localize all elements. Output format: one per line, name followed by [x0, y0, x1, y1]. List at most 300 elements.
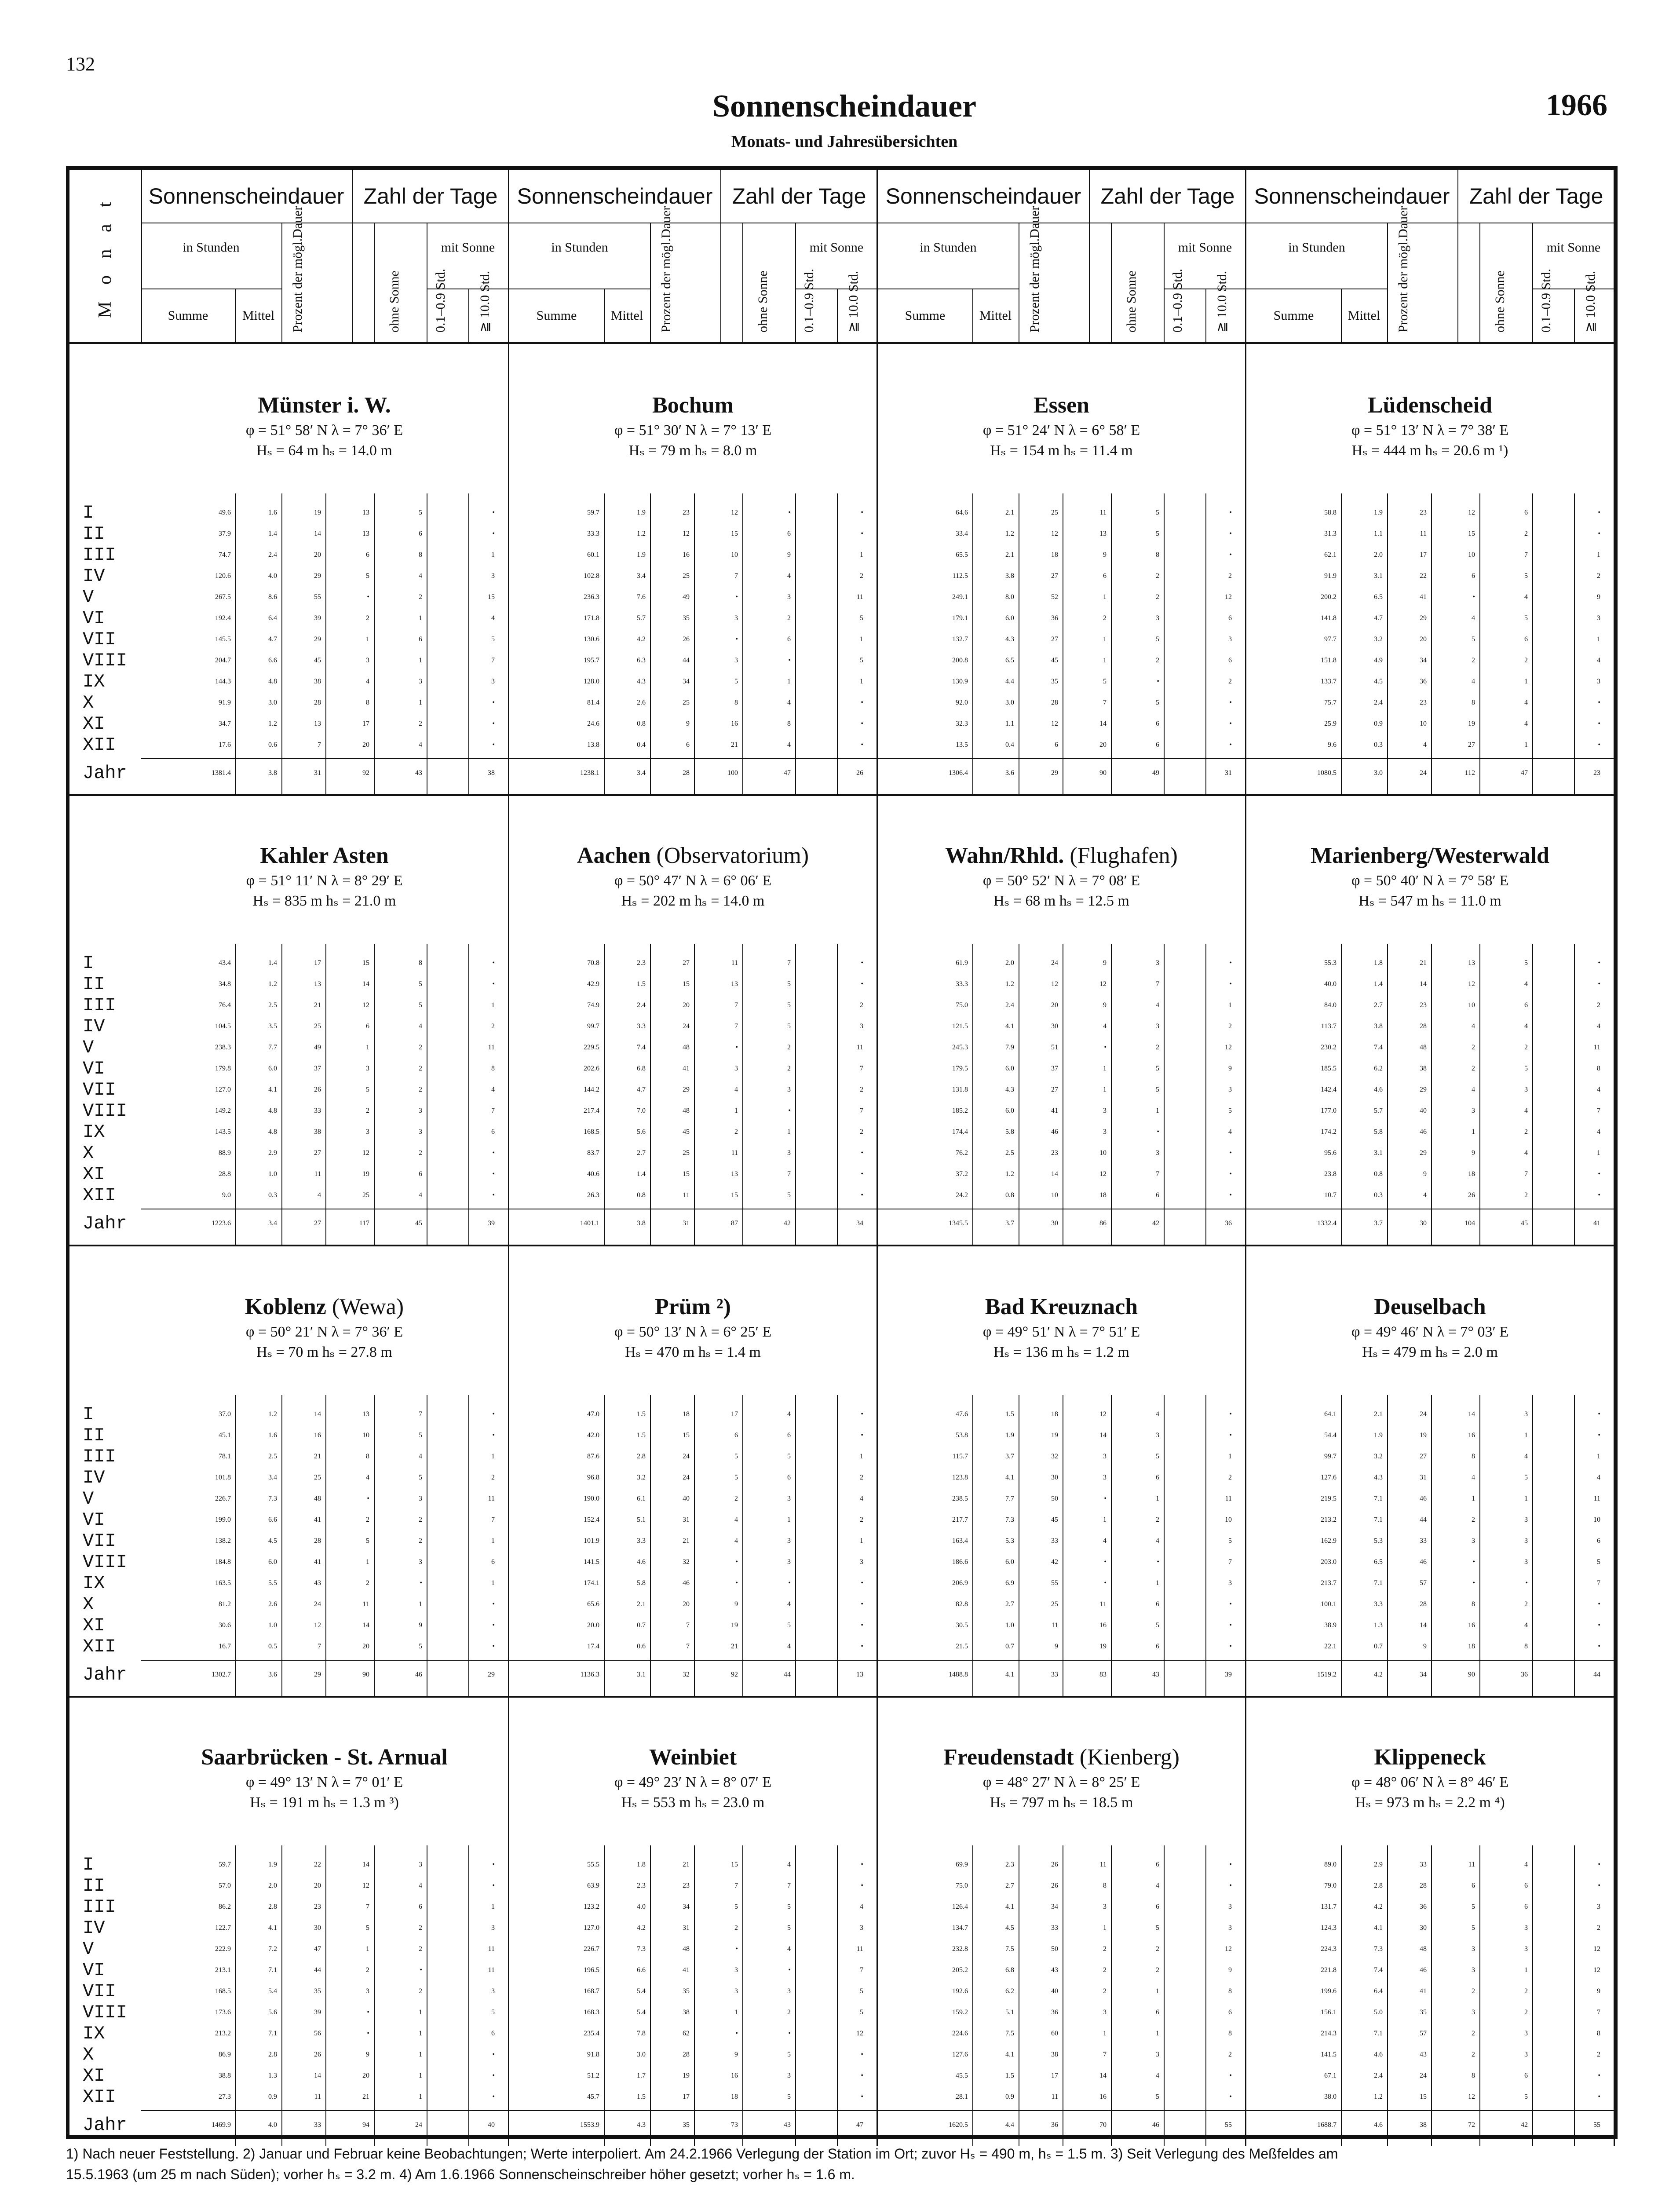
month-label: III: [83, 995, 116, 1016]
month-label: VII: [83, 629, 116, 650]
table-cell: 88.9: [219, 1149, 231, 1157]
table-cell: •: [1229, 1191, 1232, 1199]
month-label: XI: [83, 2065, 105, 2086]
table-row: [509, 1939, 878, 1960]
table-cell: 2.0: [268, 1882, 277, 1889]
table-cell: 75.0: [956, 1882, 968, 1889]
table-cell: 113.7: [1321, 1023, 1337, 1030]
table-cell: 127.0: [215, 1086, 231, 1093]
table-cell: 3: [860, 1924, 863, 1932]
station-coordinates: φ = 50° 47′ N λ = 6° 06′ E: [614, 873, 772, 889]
table-cell: 1: [860, 678, 863, 685]
table-cell: 3.0: [1374, 769, 1383, 777]
table-cell: 28: [314, 699, 321, 706]
table-row: [509, 1488, 878, 1509]
table-row-jahr: [878, 2115, 1246, 2136]
table-cell: 3: [734, 1065, 738, 1072]
table-cell: 13: [731, 980, 738, 988]
table-cell: •: [861, 509, 863, 516]
table-cell: 6.4: [268, 614, 277, 622]
header-duration-short: 0.1–0.9 Std.: [802, 268, 816, 332]
table-cell: 144.2: [584, 1086, 599, 1093]
table-cell: 5: [419, 1432, 422, 1439]
table-cell: 7.8: [637, 2030, 646, 2037]
table-cell: 3.7: [1005, 1453, 1014, 1460]
table-cell: 7: [419, 1410, 422, 1418]
table-cell: 2: [787, 1044, 791, 1051]
table-row: [1246, 566, 1615, 587]
table-cell: 1: [1156, 1987, 1159, 1995]
table-cell: 10: [1051, 1191, 1058, 1199]
table-cell: 1381.4: [212, 769, 231, 777]
table-cell: 27.3: [219, 2093, 231, 2100]
table-row: [141, 1467, 509, 1488]
table-cell: 4: [366, 1474, 369, 1481]
table-cell: 54.4: [1324, 1432, 1337, 1439]
table-row: [1246, 1143, 1615, 1164]
table-cell: 70: [1099, 2121, 1107, 2129]
table-cell: 26: [856, 769, 863, 777]
table-row: [509, 1037, 878, 1058]
table-cell: 2: [366, 1516, 369, 1523]
table-cell: 2: [1524, 1128, 1528, 1136]
table-cell: 3: [787, 593, 791, 601]
table-cell: 229.5: [584, 1044, 599, 1051]
table-cell: •: [420, 1579, 422, 1587]
table-cell: 45: [683, 1128, 690, 1136]
table-cell: 142.4: [1321, 1086, 1337, 1093]
station-name-text: Klippeneck: [1374, 1745, 1486, 1770]
table-cell: 5: [1156, 636, 1159, 643]
table-cell: 43: [1420, 2051, 1427, 2058]
table-cell: 35: [314, 1987, 321, 1995]
header-rule: [1479, 223, 1480, 342]
station-coordinates: φ = 48° 06′ N λ = 8° 46′ E: [1351, 1774, 1509, 1790]
table-cell: 14: [1099, 2072, 1107, 2079]
table-cell: 64.1: [1324, 1410, 1337, 1418]
table-cell: 3: [1228, 1086, 1232, 1093]
table-cell: 21: [683, 1861, 690, 1868]
column-header-block-1: [141, 170, 509, 342]
header-in-stunden: in Stunden: [551, 240, 608, 255]
header-mit-sonne: mit Sonne: [1546, 240, 1601, 255]
station-coordinates: φ = 49° 13′ N λ = 7° 01′ E: [245, 1774, 403, 1790]
table-cell: 6: [1524, 1001, 1528, 1009]
table-cell: 12: [1051, 980, 1058, 988]
table-cell: 45.5: [956, 2072, 968, 2079]
table-cell: 24: [683, 1023, 690, 1030]
table-cell: 1: [419, 657, 422, 664]
table-cell: •: [1157, 1128, 1159, 1136]
table-cell: 1345.5: [949, 1220, 968, 1227]
table-cell: 40: [1051, 1987, 1058, 1995]
header-duration-long: ≧ 10.0 Std.: [1583, 270, 1598, 332]
table-row-jahr: [141, 1213, 509, 1234]
table-cell: 235.4: [584, 2030, 599, 2037]
table-row: [878, 2086, 1246, 2108]
table-cell: 2: [1472, 657, 1475, 664]
station-name: [878, 1744, 1245, 1770]
table-row: [141, 1016, 509, 1037]
header-zahl-der-tage: Zahl der Tage: [732, 184, 866, 208]
table-cell: 18: [1099, 1191, 1107, 1199]
table-cell: 6: [787, 636, 791, 643]
table-cell: 45.1: [219, 1432, 231, 1439]
table-cell: 11: [488, 1966, 495, 1974]
table-row: [141, 2023, 509, 2044]
header-summe: Summe: [536, 308, 577, 323]
table-cell: 34: [856, 1220, 863, 1227]
table-cell: 144.3: [215, 678, 231, 685]
table-cell: 13: [362, 1410, 369, 1418]
table-row: [141, 1079, 509, 1100]
table-row: [1246, 734, 1615, 756]
table-cell: 1.6: [268, 509, 277, 516]
station-name-text: Saarbrücken - St. Arnual: [201, 1745, 448, 1770]
table-cell: 2: [1597, 1924, 1600, 1932]
table-cell: 5.8: [1374, 1128, 1383, 1136]
table-row: [1246, 1100, 1615, 1121]
table-cell: 3: [419, 678, 422, 685]
table-cell: 2: [787, 1065, 791, 1072]
table-cell: 47: [856, 2121, 863, 2129]
table-row-jahr: [878, 1664, 1246, 1685]
table-cell: 36: [1420, 1903, 1427, 1910]
table-cell: 2.1: [1005, 551, 1014, 559]
table-row: [1246, 587, 1615, 608]
table-row: [509, 713, 878, 734]
table-row: [141, 1143, 509, 1164]
table-cell: 7: [787, 959, 791, 967]
table-cell: 1306.4: [949, 769, 968, 777]
table-cell: 32.3: [956, 720, 968, 727]
table-row: [509, 2065, 878, 2086]
header-duration-long: ≧ 10.0 Std.: [846, 270, 861, 332]
table-cell: 65.6: [587, 1600, 599, 1608]
table-cell: 2: [1228, 678, 1232, 685]
table-row: [141, 1615, 509, 1636]
table-cell: 6: [1156, 1861, 1159, 1868]
month-label: IV: [83, 566, 105, 587]
table-cell: 2: [419, 1086, 422, 1093]
table-cell: 14: [314, 2072, 321, 2079]
table-row: [878, 544, 1246, 566]
table-row: [509, 1509, 878, 1531]
month-label: III: [83, 1446, 116, 1467]
table-cell: •: [492, 720, 495, 727]
table-cell: 6: [686, 741, 690, 749]
table-cell: 104: [1465, 1220, 1475, 1227]
station-name-text: Wahn/Rhld.: [945, 843, 1064, 868]
header-zahl-der-tage: Zahl der Tage: [1469, 184, 1603, 208]
table-cell: 90: [1468, 1671, 1475, 1678]
table-cell: 1.2: [268, 720, 277, 727]
table-cell: 7.4: [1374, 1966, 1383, 1974]
table-cell: 4: [491, 1086, 495, 1093]
header-in-stunden: in Stunden: [183, 240, 240, 255]
table-cell: 2: [366, 1966, 369, 1974]
table-cell: 3: [1597, 614, 1600, 622]
table-cell: 1: [1156, 1107, 1159, 1114]
table-cell: 3: [734, 1987, 738, 1995]
table-cell: 2.4: [637, 1001, 646, 1009]
table-cell: 7: [366, 1903, 369, 1910]
table-cell: 1: [491, 1903, 495, 1910]
table-cell: 174.2: [1321, 1128, 1337, 1136]
table-cell: 1: [491, 551, 495, 559]
table-cell: 5: [787, 2093, 791, 2100]
table-cell: 1: [1103, 1065, 1107, 1072]
table-cell: 4: [1524, 699, 1528, 706]
table-row: [1246, 608, 1615, 629]
table-row: [878, 1079, 1246, 1100]
table-cell: 21: [314, 1001, 321, 1009]
table-cell: 1: [419, 2072, 422, 2079]
table-cell: 38: [488, 769, 495, 777]
table-cell: 3: [1156, 1432, 1159, 1439]
table-cell: 16: [683, 551, 690, 559]
table-cell: 7.1: [268, 2030, 277, 2037]
table-cell: 179.8: [215, 1065, 231, 1072]
table-cell: 3: [787, 1149, 791, 1157]
table-cell: 4: [1156, 1882, 1159, 1889]
table-cell: 3: [1103, 1107, 1107, 1114]
table-row: [878, 1121, 1246, 1143]
table-cell: •: [1598, 530, 1600, 537]
table-cell: 2: [1156, 1044, 1159, 1051]
table-cell: 25: [314, 1474, 321, 1481]
table-cell: 6.3: [637, 657, 646, 664]
table-cell: 4.9: [1374, 657, 1383, 664]
header-mittel: Mittel: [242, 308, 275, 323]
table-cell: 35: [683, 614, 690, 622]
table-cell: 100.1: [1321, 1600, 1337, 1608]
station-name: [141, 843, 508, 869]
table-cell: 1.1: [1005, 720, 1014, 727]
table-row: [1246, 1058, 1615, 1079]
table-cell: 4.6: [637, 1558, 646, 1566]
table-cell: 78.1: [219, 1453, 231, 1460]
table-row: [141, 1488, 509, 1509]
table-cell: 37.0: [219, 1410, 231, 1418]
table-cell: 9: [686, 720, 690, 727]
table-cell: 28: [1051, 699, 1058, 706]
table-cell: 10: [1420, 720, 1427, 727]
table-row: [1246, 1016, 1615, 1037]
table-cell: 5: [1524, 1474, 1528, 1481]
table-cell: 5: [860, 657, 863, 664]
table-cell: 4: [787, 1410, 791, 1418]
month-label: XI: [83, 1164, 105, 1185]
table-cell: 126.4: [952, 1903, 968, 1910]
table-cell: 8: [1228, 1987, 1232, 1995]
table-cell: 112: [1465, 769, 1475, 777]
table-row: [141, 1509, 509, 1531]
month-label: II: [83, 974, 105, 995]
table-cell: 12: [1099, 1410, 1107, 1418]
table-cell: 8: [1472, 699, 1475, 706]
table-cell: 27: [314, 1220, 321, 1227]
header-sonnenscheindauer: Sonnenscheindauer: [885, 184, 1081, 208]
table-row: [141, 1121, 509, 1143]
table-cell: 131.8: [952, 1086, 968, 1093]
station-name: [509, 392, 877, 418]
table-cell: 17: [362, 720, 369, 727]
table-cell: 6.5: [1374, 593, 1383, 601]
table-cell: 224.3: [1321, 1945, 1337, 1953]
table-cell: 4: [734, 1086, 738, 1093]
table-cell: 26: [1051, 1882, 1058, 1889]
table-row: [141, 1058, 509, 1079]
table-cell: 4: [1597, 1128, 1600, 1136]
table-cell: 4: [1423, 1191, 1427, 1199]
table-cell: 9.0: [222, 1191, 231, 1199]
table-cell: 3: [787, 1537, 791, 1545]
table-cell: 5.6: [268, 2009, 277, 2016]
table-cell: 91.9: [219, 699, 231, 706]
table-cell: 219.5: [1321, 1495, 1337, 1502]
table-cell: 10: [731, 551, 738, 559]
table-cell: 8: [1472, 1453, 1475, 1460]
station-name-text: Essen: [1033, 393, 1090, 418]
table-cell: 12: [1468, 509, 1475, 516]
table-cell: 35: [683, 2121, 690, 2129]
table-row: [878, 713, 1246, 734]
table-cell: 123.8: [952, 1474, 968, 1481]
table-row: [1246, 1854, 1615, 1875]
table-row: [1246, 1488, 1615, 1509]
table-cell: 41: [314, 1558, 321, 1566]
table-cell: 4.5: [1005, 1924, 1014, 1932]
table-cell: 8: [1597, 1065, 1600, 1072]
table-row: [141, 1854, 509, 1875]
table-cell: 222.9: [215, 1945, 231, 1953]
table-cell: 5: [1156, 2093, 1159, 2100]
table-cell: 2: [419, 1044, 422, 1051]
table-cell: 2.7: [1374, 1001, 1383, 1009]
table-cell: 87.6: [587, 1453, 599, 1460]
station-block: [141, 1696, 509, 2146]
table-cell: •: [367, 2009, 369, 2016]
table-cell: 12: [683, 530, 690, 537]
table-cell: 199.6: [1321, 1987, 1337, 1995]
table-cell: 36: [1420, 678, 1427, 685]
table-row: [509, 523, 878, 544]
table-cell: 4: [1524, 720, 1528, 727]
table-cell: 8: [1228, 2030, 1232, 2037]
table-cell: 22: [1420, 572, 1427, 580]
table-cell: •: [788, 2030, 791, 2037]
table-cell: 41: [314, 1516, 321, 1523]
table-cell: 1: [787, 1128, 791, 1136]
table-cell: 12: [1099, 980, 1107, 988]
month-label: VI: [83, 1509, 105, 1531]
table-cell: 10: [1468, 1001, 1475, 1009]
column-header-block-3: [878, 170, 1246, 342]
table-row: [141, 1918, 509, 1939]
table-row: [1246, 1636, 1615, 1657]
header-rule: [352, 170, 353, 342]
table-cell: 2.7: [1005, 1882, 1014, 1889]
table-cell: 12: [1225, 1044, 1232, 1051]
month-label: VIII: [83, 650, 127, 671]
table-cell: 33: [1051, 1537, 1058, 1545]
table-cell: 46: [1420, 1966, 1427, 1974]
station-name: [878, 843, 1245, 869]
table-cell: 25: [683, 1149, 690, 1157]
table-cell: •: [735, 1044, 738, 1051]
table-cell: 90: [362, 1671, 369, 1678]
table-cell: 4: [1524, 1453, 1528, 1460]
table-cell: 7: [860, 1065, 863, 1072]
table-cell: 7.7: [268, 1044, 277, 1051]
table-cell: 24.2: [956, 1191, 968, 1199]
table-cell: 7.5: [1005, 2030, 1014, 2037]
table-cell: 29: [314, 636, 321, 643]
table-cell: 42.9: [587, 980, 599, 988]
table-cell: 1: [1103, 1516, 1107, 1523]
table-cell: 6: [1156, 1600, 1159, 1608]
table-cell: 7.1: [1374, 2030, 1383, 2037]
table-cell: 9: [1423, 1643, 1427, 1650]
table-cell: 184.8: [215, 1558, 231, 1566]
station-block: [1246, 1696, 1615, 2146]
table-row: [509, 995, 878, 1016]
table-cell: 1.2: [1005, 1170, 1014, 1178]
table-cell: 0.8: [637, 720, 646, 727]
table-cell: 40: [683, 1495, 690, 1502]
table-cell: 41: [683, 1966, 690, 1974]
table-cell: 174.4: [952, 1128, 968, 1136]
table-cell: •: [492, 1643, 495, 1650]
station-coordinates: φ = 50° 13′ N λ = 6° 25′ E: [614, 1324, 772, 1340]
table-cell: •: [1598, 1600, 1600, 1608]
table-cell: 3: [1228, 1579, 1232, 1587]
table-cell: 8.6: [268, 593, 277, 601]
table-cell: 168.7: [584, 1987, 599, 1995]
table-row: [509, 2023, 878, 2044]
month-label: X: [83, 1143, 94, 1164]
table-cell: 1.4: [637, 1170, 646, 1178]
table-cell: •: [1229, 551, 1232, 559]
table-cell: 0.9: [1005, 2093, 1014, 2100]
table-cell: 1: [419, 2051, 422, 2058]
table-cell: 7: [1597, 1107, 1600, 1114]
table-cell: 3: [1156, 1023, 1159, 1030]
table-cell: 20: [362, 1643, 369, 1650]
station-heights: Hₛ = 797 m hₛ = 18.5 m: [990, 1794, 1133, 1811]
table-cell: 3: [1228, 1903, 1232, 1910]
table-cell: 5: [734, 678, 738, 685]
table-cell: 1.5: [1005, 1410, 1014, 1418]
table-cell: 44: [314, 1966, 321, 1974]
table-cell: 0.8: [1374, 1170, 1383, 1178]
table-cell: 6.6: [268, 1516, 277, 1523]
station-block: [141, 1246, 509, 1696]
table-cell: 192.4: [215, 614, 231, 622]
page-year: 1966: [1546, 88, 1607, 122]
table-cell: 2: [419, 1537, 422, 1545]
table-cell: 12: [1051, 720, 1058, 727]
table-cell: 7.1: [1374, 1579, 1383, 1587]
station-coordinates: φ = 49° 46′ N λ = 7° 03′ E: [1351, 1324, 1509, 1340]
table-cell: •: [1229, 1622, 1232, 1629]
table-cell: 2: [1103, 1966, 1107, 1974]
table-cell: 14: [1051, 1170, 1058, 1178]
table-cell: 0.7: [1374, 1643, 1383, 1650]
table-cell: 43.4: [219, 959, 231, 967]
table-row: [141, 629, 509, 650]
